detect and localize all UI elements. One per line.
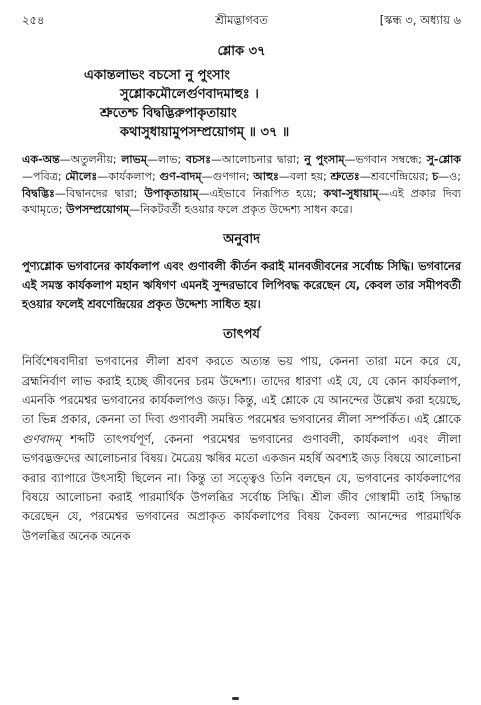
synonym-word: মৌলেঃ xyxy=(65,169,98,183)
synonym-word: লাভম্ xyxy=(121,153,147,166)
synonym-word: আহুঃ xyxy=(253,169,279,183)
purport-text: শব্দটি তাৎপর্যপূর্ণ, কেননা পরমেশ্বর ভগবানের গুণাবলী, কার্যকলাপ এবং লীলা ভগবদ্ভক্তদের আলোচনার বিষয়। মৈত্রেয় ঋষির মতো একজন মহর্ষি অবশ্যই জড় বিষয়ে আলোচনা করার ব্যাপারে উৎসাহী ছিলেন না। কিন্তু তা সত্ত্বেও তিনি বলছেন যে, ভগবানের কার্যকলাপের বিষয়ে আলোচনা করাই পারমার্থিক উপলব্ধির সর্বোচ্চ সিদ্ধি। শ্রীল জীব গোস্বামী তাই সিদ্ধান্ত করেছেন যে, পরমেশ্বর ভগবানের অপ্রাকৃত কার্যকলাপের বিষয় কৈবল্য আনন্দের পারমার্থিক উপলব্ধির অনেক অনেক xyxy=(22,431,461,543)
synonym-word: গুণ-বাদম্ xyxy=(159,169,202,183)
running-header xyxy=(22,8,461,30)
page-number: ২৫৪ xyxy=(22,13,45,27)
book-title: শ্রীমদ্ভাগবত xyxy=(215,13,268,27)
synonym-word: এক-অন্ত xyxy=(22,153,60,166)
synonym-word: নু পুংসাম্ xyxy=(304,153,345,166)
synonym-meaning: পবিত্র; xyxy=(33,169,62,183)
synonym-word: বিদ্বদ্ভিঃ xyxy=(22,186,55,200)
synonym-meaning: কার্যকলাপ; xyxy=(108,169,156,183)
purport-term: গুণবাদম্ xyxy=(22,431,61,446)
translation-text: পুণ্যশ্লোক ভগবানের কার্যকলাপ এবং গুণাবলী কীর্তন করাই মানবজীবনের সর্বোচ্চ সিদ্ধি। ভগবানের এই সমস্ত কার্যকলাপ মহান ঋষিগণ এমনই সুন্দরভাবে লিপিবদ্ধ করেছেন যে, কেবল তার সমীপবর্তী হওয়ার ফলেই শ্রবণেন্দ্রিয়ের প্রকৃত উদ্দেশ্য সাধিত হয়। xyxy=(22,260,461,312)
page-mark xyxy=(232,697,239,700)
chapter-reference: [স্কন্ধ ৩, অধ্যায় ৬ xyxy=(379,13,461,27)
synonym-meaning: বিদ্বানদের দ্বারা; xyxy=(65,186,138,200)
synonym-word: শ্রুতেঃ xyxy=(330,169,360,183)
synonym-word: বচসঃ xyxy=(185,153,212,166)
verse-line: একান্তলাভং বচসো নু পুংসাং xyxy=(84,68,230,83)
verse-line: কথাসুধায়ামুপসম্প্রয়োগম্ ॥ ৩৭ ॥ xyxy=(120,125,290,140)
verse-title: শ্লোক ৩৭ xyxy=(217,44,266,59)
synonym-word: কথা-সুধায়াম্ xyxy=(323,186,379,200)
synonym-meaning: ভগবান সম্বন্ধে; xyxy=(355,153,423,166)
purport-paragraph xyxy=(22,352,461,546)
synonym-meaning: লাভ; xyxy=(157,153,182,166)
synonym-meaning: গুণগান; xyxy=(212,169,250,183)
verse-line: সুশ্লোকমৌলের্গুণবাদমাহুঃ । xyxy=(120,87,259,102)
synonym-word: উপাকৃতায়াম্ xyxy=(144,186,199,200)
synonym-meaning: নিকটবর্তী হওয়ার ফলে প্রকৃত উদ্দেশ্য সাধন করে। xyxy=(140,203,353,217)
synonym-meaning: এই প্রকার দিব্য কথামৃতে; xyxy=(22,186,461,217)
translation-heading: অনুবাদ xyxy=(223,232,260,248)
synonym-word: উপসম্প্রয়োগম্ xyxy=(66,203,130,217)
purport-text: নির্বিশেষবাদীরা ভগবানের লীলা শ্রবণ করতে অত্যন্ত ভয় পায়, কেননা তারা মনে করে যে, ব্রহ্মনির্বাণ লাভ করাই হচ্ছে জীবনের চরম উদ্দেশ্য। তাদের ধারণা এই যে, যে কোন কার্যকলাপ, এমনকি পরমেশ্বর ভগবানের কার্যকলাপও জড়। কিন্তু, এই শ্লোকে যে আনন্দের উল্লেখ করা হয়েছে, তা ভিন্ন প্রকার, কেননা তা দিব্য গুণাবলী সমন্বিত পরমেশ্বর ভগবানের লীলা সম্পর্কিত। এই শ্লোকে xyxy=(22,354,461,427)
synonym-meaning: এইভাবে নিরূপিত হয়ে; xyxy=(209,186,317,200)
purport-heading: তাৎপর্য xyxy=(223,327,260,343)
synonym-meaning: বলা হয়; xyxy=(289,169,327,183)
synonym-word: সু-শ্লোক xyxy=(426,153,461,166)
synonym-meaning: ও; xyxy=(449,169,461,183)
synonyms-paragraph: এক-অন্ত—অতুলনীয়; লাভম্—লাভ; বচসঃ—আলোচনার দ্বারা; নু পুংসাম্—ভগবান সম্বন্ধে; সু-শ্লোক—পবিত্র; মৌলেঃ—কার্যকলাপ; গুণ-বাদম্—গুণগান; আহুঃ—বলা হয়; শ্রুতেঃ—শ্রবণেন্দ্রিয়ের; চ—ও; বিদ্বদ্ভিঃ—বিদ্বানদের দ্বারা; উপাকৃতায়াম্—এইভাবে নিরূপিত হয়ে; কথা-সুধায়াম্—এই প্রকার দিব্য কথামৃতে; উপসম্প্রয়োগম্—নিকটবর্তী হওয়ার ফলে প্রকৃত উদ্দেশ্য সাধন করে। xyxy=(22,153,461,217)
verse-line: শ্রুতেশ্চ বিদ্বদ্ভিরুপাকৃতায়াং xyxy=(100,106,237,121)
synonym-meaning: আলোচনার দ্বারা; xyxy=(222,153,300,166)
synonym-meaning: অতুলনীয়; xyxy=(70,153,117,166)
synonym-word: চ xyxy=(432,169,439,183)
verse-block xyxy=(22,42,461,142)
synonym-meaning: শ্রবণেন্দ্রিয়ের; xyxy=(370,169,429,183)
